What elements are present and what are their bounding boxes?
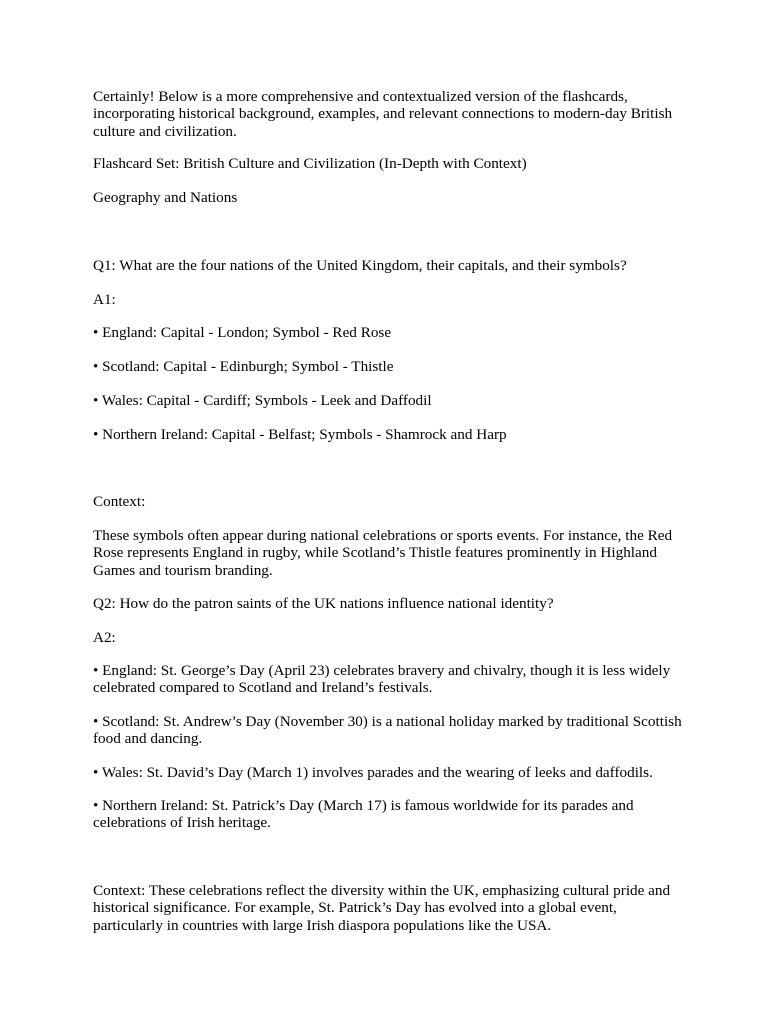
flashcard-set-title: Flashcard Set: British Culture and Civilization (In-Depth with Context) (93, 155, 527, 172)
answer-1-bullet-scotland: • Scotland: Capital - Edinburgh; Symbol - Thistle (93, 358, 394, 375)
answer-1-bullet-northern-ireland: • Northern Ireland: Capital - Belfast; Symbols - Shamrock and Harp (93, 426, 507, 443)
context-1-paragraph: These symbols often appear during national celebrations or sports events. For instance, the Red Rose represents England in rugby, while Scotland’s Thistle features prominently in Highland Games and tourism branding. (93, 527, 673, 579)
context-1-label: Context: (93, 493, 146, 510)
answer-1-label: A1: (93, 291, 116, 308)
context-2-paragraph: Context: These celebrations reflect the diversity within the UK, emphasizing cultural pride and historical significance. For example, St. Patrick’s Day has evolved into a global event, particularly in countries with large Irish diaspora populations like the USA. (93, 882, 671, 934)
question-2: Q2: How do the patron saints of the UK nations influence national identity? (93, 595, 554, 612)
section-heading: Geography and Nations (93, 189, 238, 206)
answer-1-bullet-england: • England: Capital - London; Symbol - Red Rose (93, 324, 392, 341)
answer-2-label: A2: (93, 629, 116, 646)
answer-2-bullet-scotland: • Scotland: St. Andrew’s Day (November 30) is a national holiday marked by traditional Scottish food and dancing. (93, 713, 682, 748)
intro-paragraph: Certainly! Below is a more comprehensive and contextualized version of the flashcards, incorporating historical background, examples, and relevant connections to modern-day British culture and civilization. (93, 88, 673, 140)
answer-2-bullet-northern-ireland: • Northern Ireland: St. Patrick’s Day (March 17) is famous worldwide for its parades and celebrations of Irish heritage. (93, 797, 634, 832)
answer-2-bullet-england: • England: St. George’s Day (April 23) celebrates bravery and chivalry, though it is less widely celebrated compared to Scotland and Ireland’s festivals. (93, 662, 671, 697)
answer-1-bullet-wales: • Wales: Capital - Cardiff; Symbols - Leek and Daffodil (93, 392, 432, 409)
question-1: Q1: What are the four nations of the United Kingdom, their capitals, and their symbols? (93, 257, 627, 274)
answer-2-bullet-wales: • Wales: St. David’s Day (March 1) involves parades and the wearing of leeks and daffodils. (93, 764, 653, 781)
